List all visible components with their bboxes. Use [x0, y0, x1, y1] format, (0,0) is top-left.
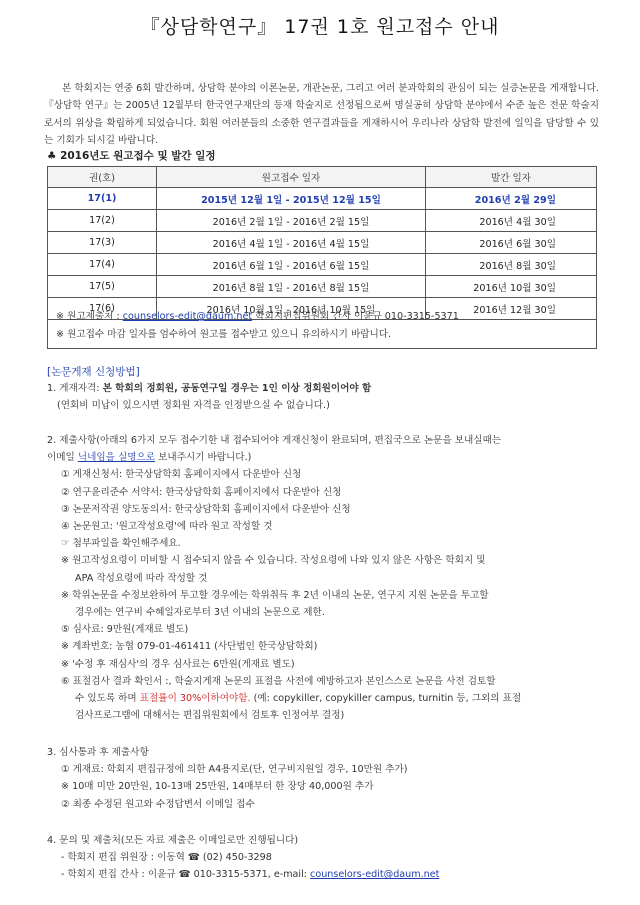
section-eligibility [47, 380, 607, 414]
table-header-row [48, 167, 597, 188]
attachment-check[interactable]: ☞ 첨부파일을 확인해주세요. [61, 538, 181, 550]
after-review-heading: 3. 심사통과 후 제출사항 [47, 747, 149, 758]
eligibility-label: 1. 게재자격: [47, 383, 103, 394]
header-volume: 권(호) [48, 167, 157, 188]
cell-submission: 2016년 6월 1일 - 2016년 6월 15일 [157, 254, 426, 276]
deadline-note: ※ 원고접수 마감 일자를 엄수하여 원고를 접수받고 있으니 유의하시기 바랍니다. [56, 329, 392, 340]
secretary-contact: - 학회지 편집 간사 : 이윤규 ☎ 010-3315-5371, e-mail: [61, 869, 311, 881]
thesis-note-cont: 경우에는 연구비 수혜일자로부터 3년 이내의 논문으로 제한. [75, 607, 325, 619]
cell-volume: 17(5) [48, 276, 157, 298]
bank-account: ※ 계좌번호: 농협 079-01-461411 (사단법인 한국상담학회) [61, 641, 318, 653]
list-item: ③ 논문저작권 양도동의서: 한국상담학회 홈페이지에서 다운받아 신청 [61, 503, 351, 515]
header-publication: 발간 일자 [426, 167, 597, 188]
thesis-note: ※ 학위논문을 수정보완하여 투고할 경우에는 학위취득 후 2년 이내의 논문, 연구지 지원 논문을 투고할 [61, 589, 489, 601]
eligibility-requirement: 본 학회의 정회원, 공동연구일 경우는 1인 이상 정회원이어야 함 [102, 383, 372, 394]
submission-intro-prefix: 이메일 [47, 452, 78, 464]
schedule-title: ♣ 2016년도 원고접수 및 발간 일정 [47, 150, 216, 162]
table-row [48, 210, 597, 232]
intro-paragraph: 본 학회지는 연중 6회 발간하며, 상담학 분야의 이론논문, 개관논문, 그리고 여러 분과학회의 관심이 되는 실증논문을 게재합니다. 『상담학 연구』는 2005년 12월부터 한국연구재단의 등재 학술지로 선정됨으로써 명실공히 상담학 분야에서 수준 높은 전문 학술지로서의 위상을 확립하게 되었습니다. 회원 여러분들의 소중한 연구결과들을 게재하시어 우리나라 상담학 발전에 일익을 담당할 수 있는 기회가 되시길 바랍니다. [44, 82, 599, 147]
table-row [48, 276, 597, 298]
cell-publication: 2016년 10월 30일 [426, 276, 597, 298]
section-after-review [47, 744, 607, 813]
section-contact [47, 832, 607, 884]
cell-volume: 17(3) [48, 232, 157, 254]
section-submission-items [47, 432, 607, 724]
review-fee: ⑤ 심사료: 9만원(게재료 별도) [61, 624, 189, 636]
page-title: 『상담학연구』 17권 1호 원고접수 안내 [140, 16, 500, 38]
contact-heading: 4. 문의 및 제출처(모든 자료 제출은 이메일로만 진행됩니다) [47, 835, 299, 846]
eligibility-note: (연회비 미납이 있으시면 정회원 자격을 인정받으실 수 없습니다.) [57, 400, 330, 412]
submission-note-label: ※ 원고제출처 : [56, 311, 123, 322]
cell-volume: 17(4) [48, 254, 157, 276]
cell-publication: 2016년 8월 30일 [426, 254, 597, 276]
cell-publication: 2016년 12월 30일 [426, 298, 597, 320]
table-row [48, 188, 597, 210]
cell-publication: 2016년 6월 30일 [426, 232, 597, 254]
cell-volume: 17(2) [48, 210, 157, 232]
cell-submission: 2016년 4월 1일 - 2016년 4월 15일 [157, 232, 426, 254]
page-fee-note: ※ 10매 미만 20만원, 10-13매 25만원, 14매부터 한 장당 40,000원 추가 [61, 781, 374, 793]
plagiarism-check: ⑥ 표절검사 결과 확인서 :, 학술지게재 논문의 표절을 사전에 예방하고자 본인스스로 논문을 사전 검토할 [61, 675, 496, 687]
plagiarism-examples: (예: copykiller, copykiller campus, turnitin 등, 그외의 표절 [250, 693, 522, 705]
cell-submission: 2016년 10월 1일 - 2016년 10월 15일 [157, 298, 426, 320]
cell-volume: 17(6) [48, 298, 157, 320]
editorial-secretary [47, 866, 607, 883]
list-item: ④ 논문원고: '원고작성요령'에 따라 원고 작성할 것 [61, 521, 273, 533]
submission-email-link[interactable]: counselors-edit@daum.net [122, 311, 253, 322]
schedule-table [47, 166, 597, 320]
recheck-fee: ※ '수정 후 재심사'의 경우 심사료는 6만원(게재료 별도) [61, 658, 295, 670]
final-submission: ② 최종 수정된 원고와 수정답변서 이메일 접수 [61, 798, 255, 810]
cell-submission: 2016년 2월 1일 - 2016년 2월 15일 [157, 210, 426, 232]
submission-note [48, 308, 596, 326]
cell-volume: 17(1) [48, 188, 157, 210]
header-submission: 원고접수 일자 [157, 167, 426, 188]
real-name-link[interactable]: 닉네임을 실명으로 [77, 452, 156, 464]
submission-intro: 2. 제출사항(아래의 6가지 모두 접수기한 내 접수되어야 게재신청이 완료되며, 편집국으로 논문을 보내실때는 [47, 435, 502, 446]
cell-publication: 2016년 4월 30일 [426, 210, 597, 232]
plagiarism-check-cont2: 검사프로그램에 대해서는 편집위원회에서 검토후 인정여부 결정) [75, 710, 345, 722]
cell-submission: 2015년 12월 1일 - 2015년 12월 15일 [157, 188, 426, 210]
format-note-cont: APA 작성요령에 따라 작성할 것 [75, 572, 208, 584]
editor-in-chief: - 학회지 편집 위원장 : 이동혁 ☎ (02) 450-3298 [61, 852, 272, 864]
list-item: ② 연구윤리준수 서약서: 한국상담학회 홈페이지에서 다운받아 신청 [61, 486, 342, 498]
format-note: ※ 원고작성요령이 미비할 시 접수되지 않을 수 있습니다. 작성요령에 나와 있지 않은 사항은 학회지 및 [61, 555, 486, 567]
publication-fee: ① 게재료: 학회지 편집규정에 의한 A4용지로(단, 연구비지원일 경우, 10만원 추가) [61, 764, 408, 776]
submission-note-contact: 학회지편집위원회 간사 이윤규 010-3315-5371 [252, 311, 459, 322]
plagiarism-prefix: 수 있도록 하며 [75, 693, 140, 705]
list-item: ① 게재신청서: 한국상담학회 홈페이지에서 다운받아 신청 [61, 469, 302, 481]
plagiarism-check-cont [47, 690, 607, 707]
table-row [48, 254, 597, 276]
plagiarism-threshold: 표절률이 30%이하여야함. [139, 693, 251, 705]
table-row [48, 232, 597, 254]
submission-intro-suffix: 보내주시기 바랍니다.) [155, 452, 252, 464]
cell-submission: 2016년 8월 1일 - 2016년 8월 15일 [157, 276, 426, 298]
cell-publication: 2016년 2월 29일 [426, 188, 597, 210]
schedule-notes [47, 306, 597, 349]
submission-intro-cont [47, 449, 607, 466]
contact-email-link[interactable]: counselors-edit@daum.net [310, 869, 440, 881]
section-heading: [논문게재 신청방법] [47, 366, 140, 378]
eligibility-line [47, 380, 607, 397]
